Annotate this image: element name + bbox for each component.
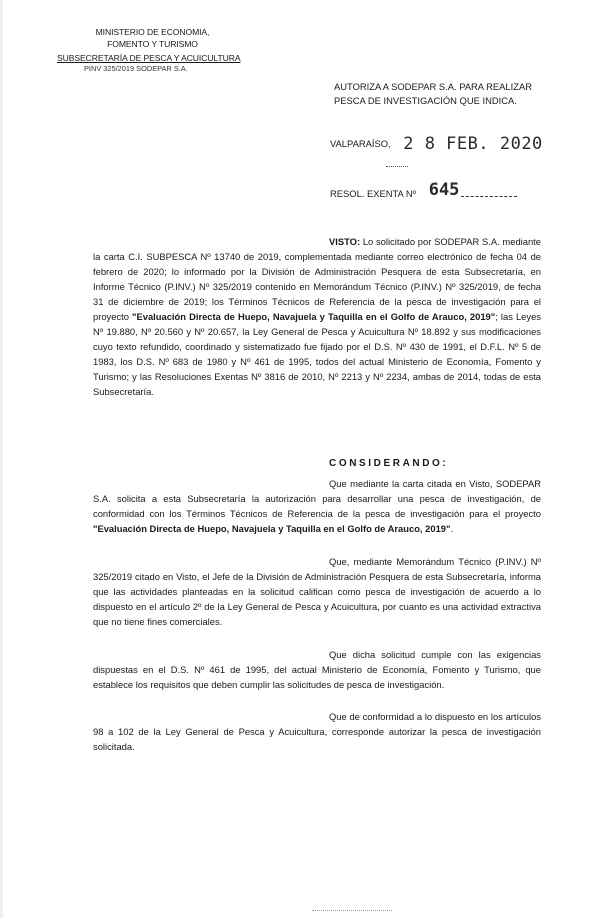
- considerando-title: CONSIDERANDO:: [329, 458, 449, 469]
- ministry-name: [90, 26, 215, 50]
- considerando-3: [93, 647, 541, 692]
- visto-project: "Evaluación Directa de Huepo, Navajuela y Taquilla en el Golfo de Arauco, 2019": [132, 311, 496, 322]
- considerando-4: [93, 709, 541, 754]
- considerando-1-paragraph: [93, 476, 541, 536]
- ministry-line-2: FOMENTO Y TURISMO: [107, 39, 198, 49]
- visto-section: [93, 234, 541, 399]
- considerando-1: [93, 476, 541, 536]
- handwritten-mark: [386, 166, 408, 167]
- considerando-2-paragraph: Que, mediante Memorándum Técnico (P.INV.) Nº 325/2019 citado en Visto, el Jefe de la División de Administración Pesquera de esta Subsecretaría, informa que las actividades planteadas en la solicitud califican como pesca de investigación de acuerdo a lo dispuesto en el artículo 2º de la Ley General de Pesca y Acuicultura, por cuanto es una actividad extractiva que no tiene fines comerciales.: [93, 556, 541, 627]
- considerando-3-paragraph: Que dicha solicitud cumple con las exigencias dispuestas en el D.S. Nº 461 de 1995, del actual Ministerio de Economía, Fomento y Turismo, que establece los requisitos que deben cumplir las solicitudes de pesca de investigación.: [93, 649, 541, 690]
- resolution-line: [330, 180, 517, 200]
- visto-text-2: ; las Leyes Nº 19.880, Nº 20.560 y Nº 20.657, la Ley General de Pesca y Acuicultura Nº 18.892 y sus modificaciones cuyo texto refundido, coordinado y sistematizado fue fijado por el D.S. Nº 430 de 1991, el D.F.L. Nº 5 de 1983, los D.S. Nº 683 de 1980 y Nº 461 de 1995, todos del actual Ministerio de Economía, Fomento y Turismo; y las Resoluciones Exentas Nº 3816 de 2010, Nº 2213 y Nº 2234, ambas de 2014, todas de esta Subsecretaría.: [93, 311, 541, 397]
- considerando-4-paragraph: Que de conformidad a lo dispuesto en los artículos 98 a 102 de la Ley General de Pesca y Acuicultura, corresponde autorizar la pesca de investigación solicitada.: [93, 711, 541, 752]
- date-stamp: 2 8 FEB. 2020: [403, 134, 543, 154]
- considerando-1-text-a: Que mediante la carta citada en Visto, SODEPAR S.A. solicita a esta Subsecretaría la autorización para desarrollar una pesca de investigación, de conformidad con los Términos Técnicos de Referencia de la pesca de investigación para el proyecto: [93, 478, 541, 519]
- subsecretaria-name: SUBSECRETARÍA DE PESCA Y ACUICULTURA: [57, 53, 241, 63]
- scan-edge: [0, 0, 3, 918]
- date-line: [330, 134, 543, 154]
- resolution-underline: [461, 196, 517, 197]
- date-place: VALPARAÍSO,: [330, 138, 391, 149]
- document-reference: PINV 325/2019 SODEPAR S.A.: [84, 64, 188, 73]
- considerando-2: [93, 554, 541, 629]
- considerando-1-project: "Evaluación Directa de Huepo, Navajuela y Taquilla en el Golfo de Arauco, 2019": [93, 523, 451, 534]
- resolution-label: RESOL. EXENTA Nº: [330, 188, 417, 199]
- footer-mark: [312, 910, 392, 911]
- resolution-number: 645: [428, 180, 460, 200]
- visto-text-1: Lo solicitado por SODEPAR S.A. mediante la carta C.I. SUBPESCA Nº 13740 de 2019, complementada mediante correo electrónico de fecha 04 de febrero de 2020; lo informado por la División de Administración Pesquera de esta Subsecretaría, en Informe Técnico (P.INV.) Nº 325/2019 contenido en Memorándum Técnico (P.INV.) Nº 325/2019, de fecha 31 de diciembre de 2019; los Términos Técnicos de Referencia de la pesca de investigación para el proyecto: [93, 236, 541, 322]
- document-subject: AUTORIZA A SODEPAR S.A. PARA REALIZAR PESCA DE INVESTIGACIÓN QUE INDICA.: [334, 81, 532, 106]
- visto-paragraph: [93, 234, 541, 399]
- ministry-line-1: MINISTERIO DE ECONOMIA,: [95, 27, 210, 37]
- considerando-1-text-b: .: [450, 523, 454, 534]
- visto-label: VISTO:: [329, 236, 361, 247]
